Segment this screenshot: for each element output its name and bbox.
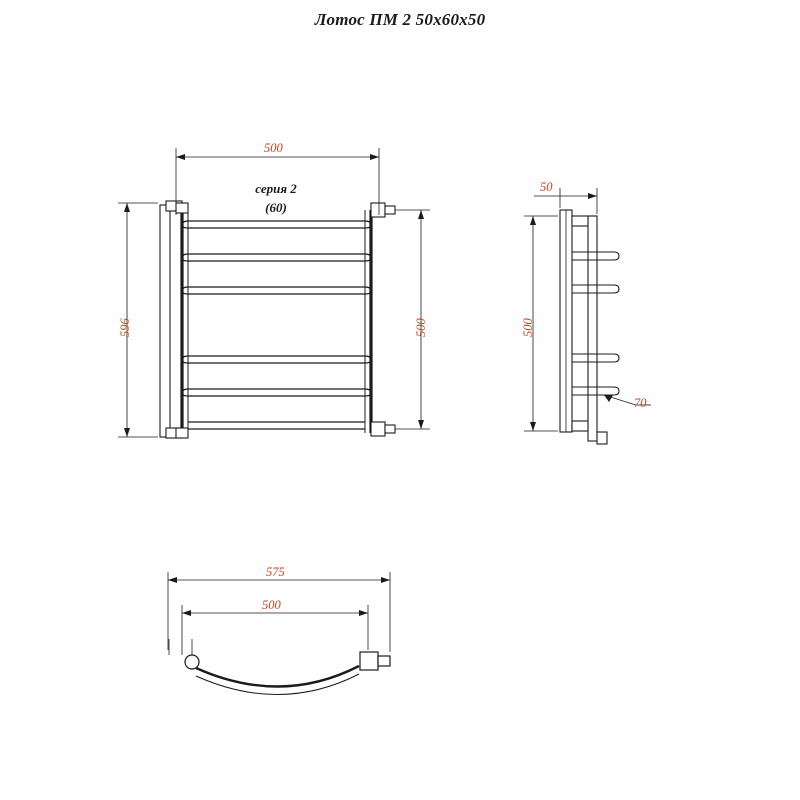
top-outer-width-dimension: 575 [266,565,285,579]
side-depth-dimension: 70 [634,396,647,410]
side-width-dimension: 50 [540,180,553,194]
front-height-dimension: 596 [118,318,132,337]
series-label-line2: (60) [265,200,287,215]
front-right-height-dimension: 500 [414,318,428,337]
page-title: Лотос ПМ 2 50х60х50 [314,10,486,29]
side-height-dimension: 500 [521,318,535,337]
front-width-dimension: 500 [264,141,283,155]
series-label-line1: серия 2 [255,181,297,196]
top-inner-width-dimension: 500 [262,598,281,612]
